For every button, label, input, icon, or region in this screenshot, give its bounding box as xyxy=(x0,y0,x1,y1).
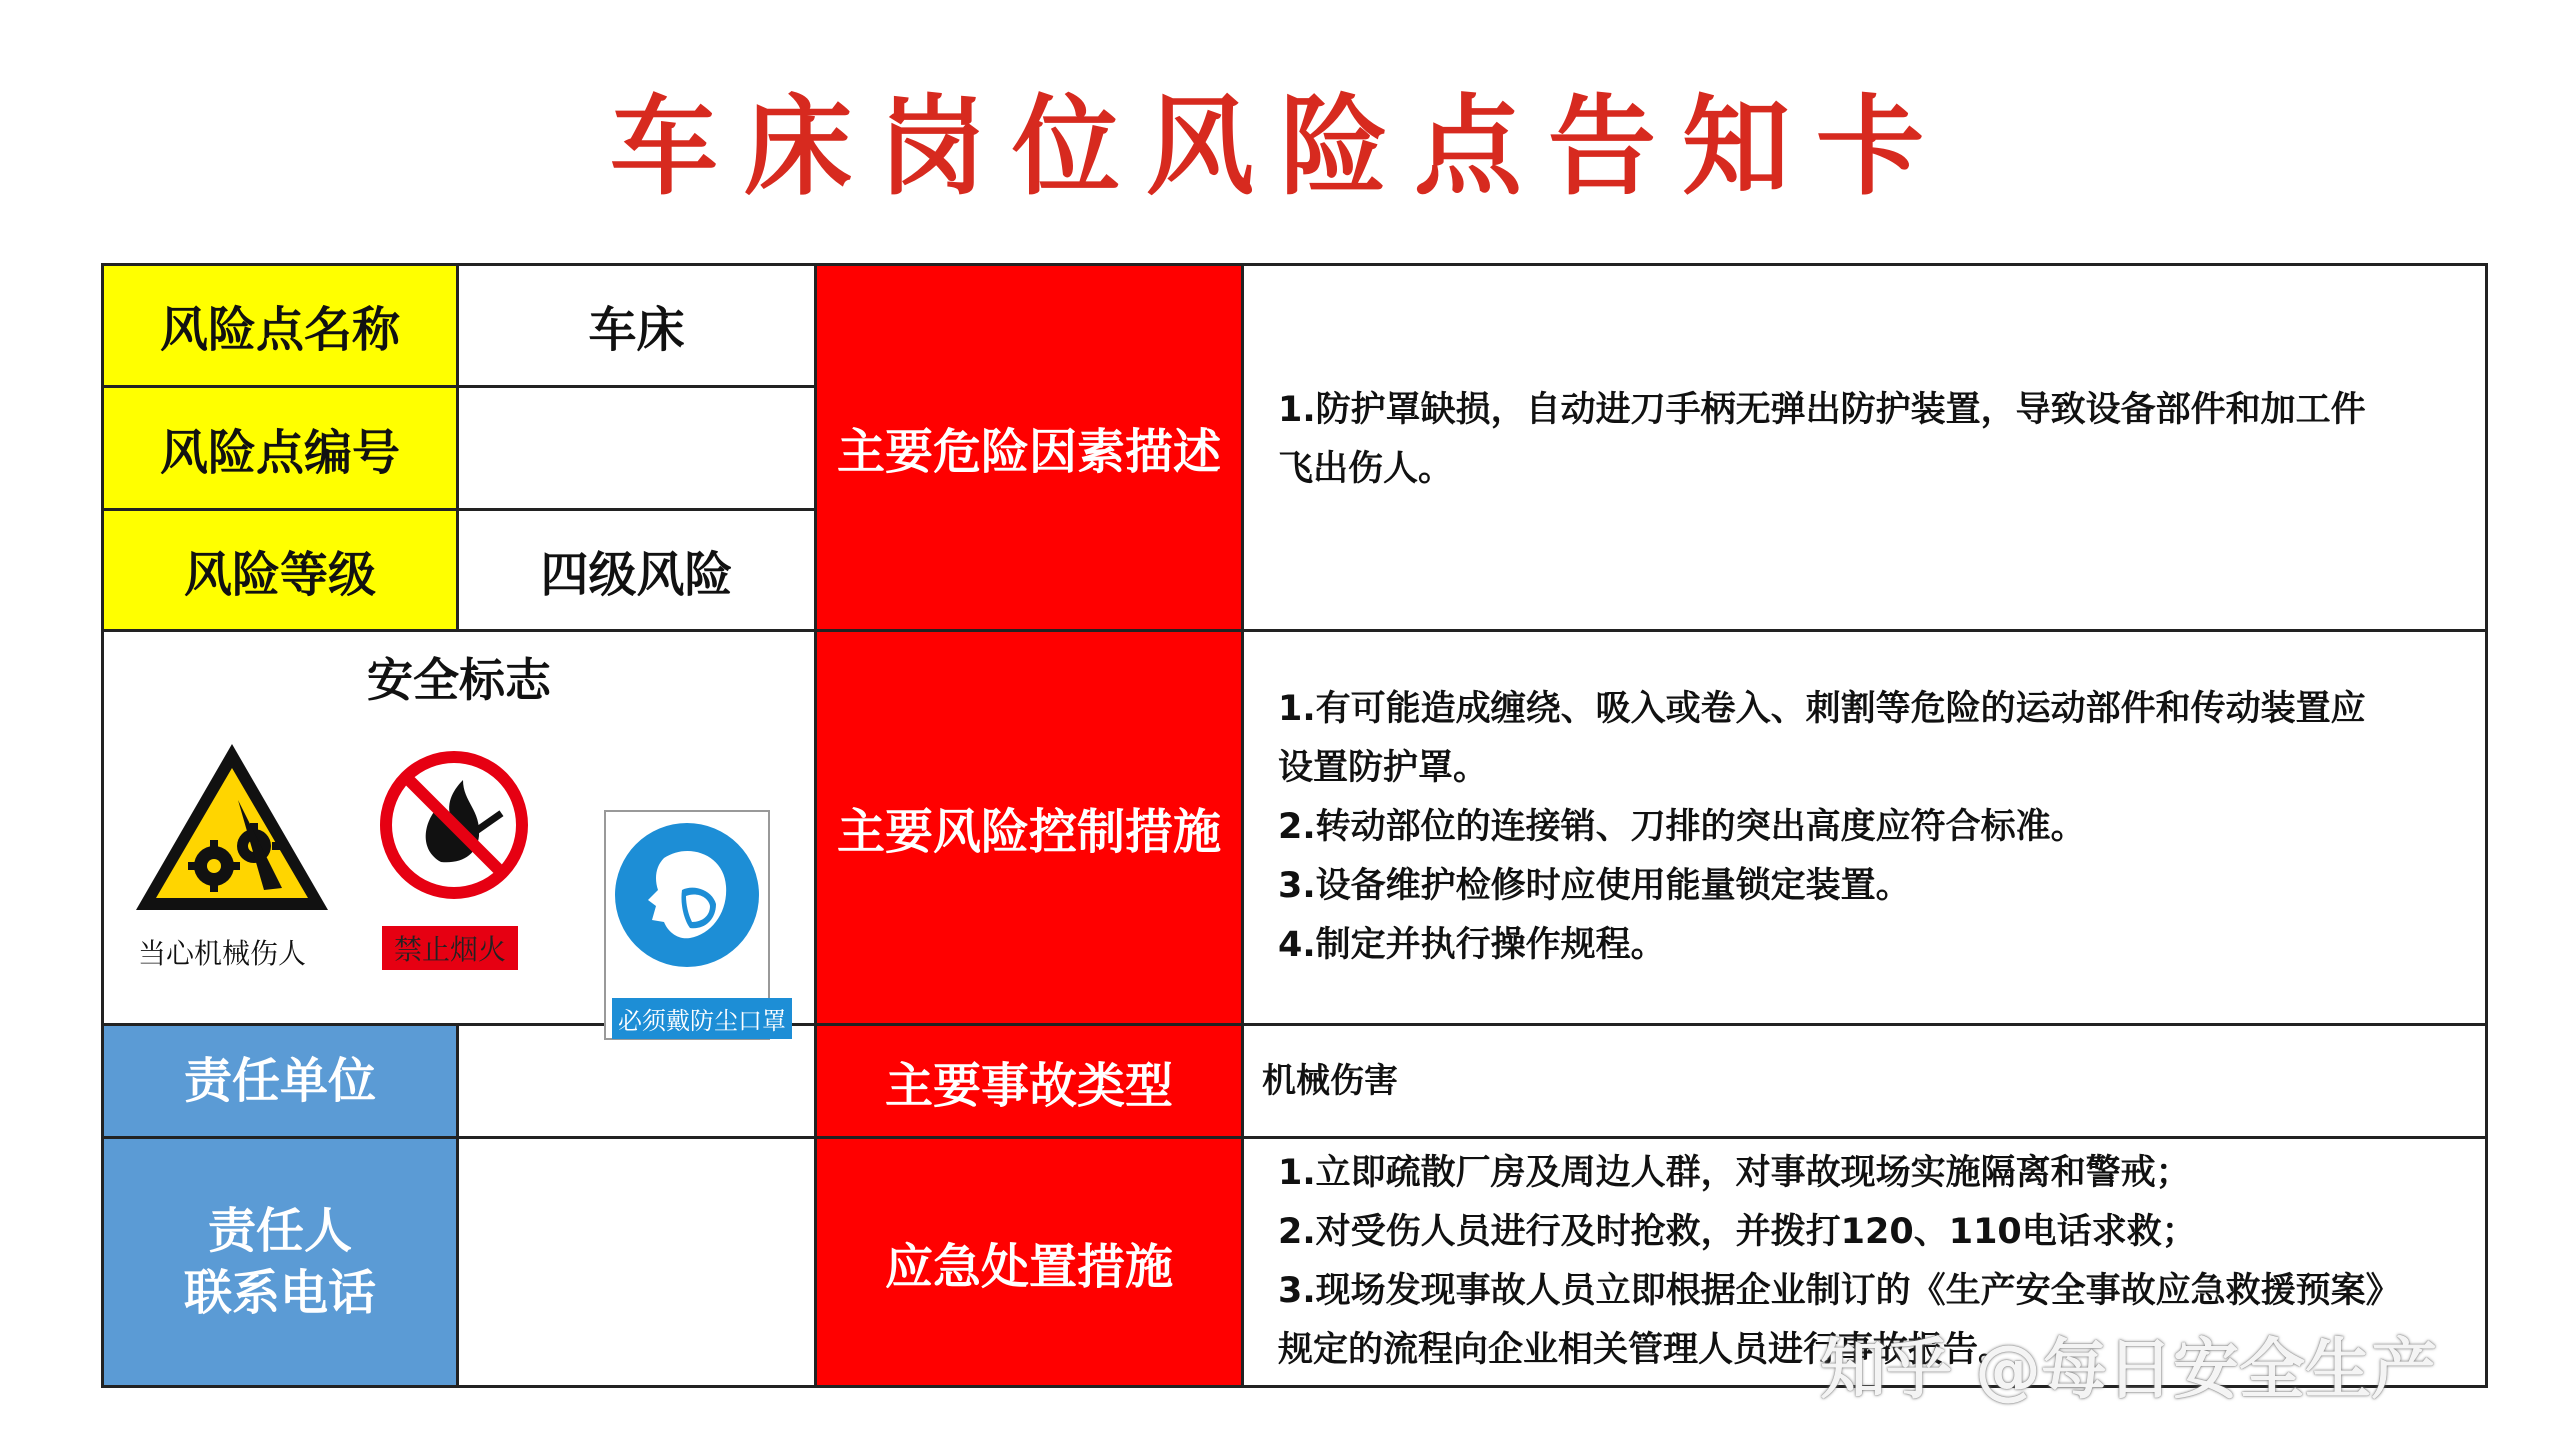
control-label: 主要风险控制措施 xyxy=(816,631,1243,1025)
sign-caption: 禁止烟火 xyxy=(382,926,518,970)
risk-code-label: 风险点编号 xyxy=(103,387,458,510)
risk-code-value xyxy=(458,387,816,510)
responsible-person-line: 责任人 xyxy=(207,1203,352,1259)
emergency-line: 2.对受伤人员进行及时抢救，并拨打120、110电话求救； xyxy=(1278,1212,2197,1252)
responsible-person-label xyxy=(103,1138,458,1387)
hazard-description xyxy=(1243,265,2487,631)
watermark: 知乎 @每日安全生产 xyxy=(1820,1331,2437,1408)
control-line: 1.有可能造成缠绕、吸入或卷入、刺割等危险的运动部件和传动装置应 xyxy=(1278,689,2366,729)
risk-level-value: 四级风险 xyxy=(458,510,816,631)
safety-signs-title: 安全标志 xyxy=(367,653,551,707)
hazard-line: 1.防护罩缺损，自动进刀手柄无弹出防护装置，导致设备部件和加工件 xyxy=(1278,390,2366,430)
contact-phone-line: 联系电话 xyxy=(183,1265,376,1321)
no-fire-icon xyxy=(379,750,529,900)
safety-signs-row xyxy=(104,710,814,1035)
page-title: 车床岗位风险点告知卡 xyxy=(609,85,1950,210)
risk-level-label: 风险等级 xyxy=(103,510,458,631)
control-line: 3.设备维护检修时应使用能量锁定装置。 xyxy=(1278,866,1911,906)
risk-name-value: 车床 xyxy=(458,265,816,387)
control-measures xyxy=(1243,631,2487,1025)
accident-type-label: 主要事故类型 xyxy=(816,1025,1243,1138)
safety-signs-panel xyxy=(103,631,816,1035)
sign-caption: 必须戴防尘口罩 xyxy=(612,998,792,1039)
risk-name-label: 风险点名称 xyxy=(103,265,458,387)
risk-card-table xyxy=(101,263,2488,1388)
responsible-unit-label: 责任单位 xyxy=(103,1025,458,1138)
responsible-person-value xyxy=(458,1138,816,1387)
emergency-line: 3.现场发现事故人员立即根据企业制订的《生产安全事故应急救援预案》 xyxy=(1278,1271,2401,1311)
dust-mask-sign xyxy=(604,810,786,1040)
emergency-line: 1.立即疏散厂房及周边人群，对事故现场实施隔离和警戒； xyxy=(1278,1153,2191,1193)
emergency-line: 规定的流程向企业相关管理人员进行事故报告。 xyxy=(1278,1330,2014,1370)
accident-type-value: 机械伤害 xyxy=(1243,1025,2487,1138)
sign-caption: 当心机械伤人 xyxy=(138,937,307,970)
machinery-warning-icon xyxy=(132,738,332,918)
control-line: 2.转动部位的连接销、刀排的突出高度应符合标准。 xyxy=(1278,807,2086,847)
hazard-label: 主要危险因素描述 xyxy=(816,265,1243,631)
control-line: 4.制定并执行操作规程。 xyxy=(1278,925,1666,965)
emergency-label: 应急处置措施 xyxy=(816,1138,1243,1387)
control-line: 设置防护罩。 xyxy=(1278,748,1489,788)
dust-mask-icon xyxy=(612,820,762,970)
hazard-line: 飞出伤人。 xyxy=(1278,449,1454,489)
responsible-unit-value xyxy=(458,1025,816,1138)
